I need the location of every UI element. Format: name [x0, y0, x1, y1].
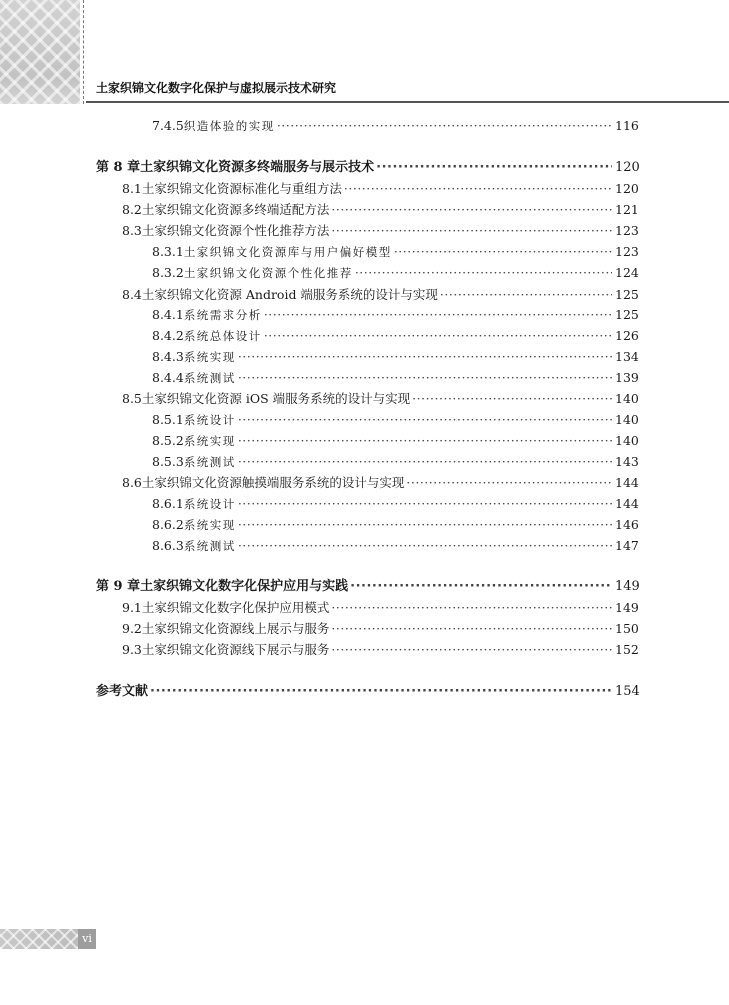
toc-entry-page: 134: [615, 349, 639, 364]
toc-entry: [96, 682, 640, 702]
toc-entry-number: 8.6.1: [152, 496, 184, 511]
toc-entry-number: 8.3: [122, 223, 142, 238]
running-header-title: 土家织锦文化数字化保护与虚拟展示技术研究: [96, 81, 337, 95]
toc-entry: [152, 515, 637, 535]
toc-entry-page: 146: [615, 517, 639, 532]
toc-entry-title: 参考文献: [96, 684, 149, 699]
toc-entry-page: 140: [615, 391, 639, 406]
toc-entry-number: 第 9 章: [96, 579, 141, 594]
toc-entry: [122, 285, 637, 305]
toc-entry-title: 系统测试: [183, 371, 236, 385]
toc-entry-number: 8.4.3: [152, 349, 184, 364]
dot-leader: [376, 158, 612, 178]
dot-leader: [238, 536, 612, 556]
toc-entry: [122, 221, 637, 241]
toc-entry-page: 121: [615, 202, 639, 217]
dot-leader: [238, 368, 612, 388]
toc-entry-number: 8.5.3: [152, 454, 184, 469]
toc-entry-title: 系统测试: [183, 455, 236, 469]
dot-leader: [238, 347, 612, 367]
toc-entry-number: 8.5.1: [152, 412, 184, 427]
toc-entry: [152, 494, 637, 514]
page-number: vi: [78, 929, 96, 949]
dot-leader: [350, 577, 612, 597]
toc-entry-title: 系统总体设计: [183, 329, 262, 343]
toc-entry-page: 144: [615, 496, 639, 511]
toc-entry-title: 土家织锦文化资源线下展示与服务: [141, 642, 330, 657]
toc-entry: [152, 116, 637, 136]
toc-entry-number: 8.3.1: [152, 244, 184, 259]
toc-entry-title: 织造体验的实现: [183, 119, 275, 133]
toc-entry-number: 8.2: [122, 202, 142, 217]
toc-entry-title: 土家织锦文化资源多终端适配方法: [141, 202, 330, 217]
toc-entry-page: 120: [615, 160, 640, 175]
toc-entry-page: 124: [615, 265, 639, 280]
toc-entry-number: 8.6.2: [152, 517, 184, 532]
dot-leader: [344, 179, 612, 199]
toc-entry-page: 123: [615, 223, 639, 238]
toc-entry-page: 144: [615, 475, 639, 490]
toc-entry-title: 系统需求分析: [183, 308, 262, 322]
toc-entry-page: 125: [615, 287, 639, 302]
toc-entry-page: 150: [615, 621, 639, 636]
dot-leader: [331, 598, 612, 618]
toc-entry-title: 系统实现: [183, 434, 236, 448]
toc-entry: [152, 263, 637, 283]
toc-entry-number: 9.3: [122, 642, 142, 657]
toc-entry-title: 土家织锦文化资源 Android 端服务系统的设计与实现: [141, 287, 438, 302]
toc-entry-title: 土家织锦文化资源 iOS 端服务系统的设计与实现: [141, 391, 411, 406]
dot-leader: [331, 640, 612, 660]
toc-entry-title: 土家织锦文化资源线上展示与服务: [141, 621, 330, 636]
dot-leader: [331, 619, 612, 639]
toc-entry-page: 120: [615, 181, 639, 196]
toc-entry-number: 8.6.3: [152, 538, 184, 553]
toc-entry-title: 土家织锦文化资源标准化与重组方法: [141, 181, 342, 196]
dot-leader: [406, 473, 612, 493]
toc-entry-number: 8.4.4: [152, 370, 184, 385]
toc-entry-number: 第 8 章: [96, 160, 141, 175]
dot-leader: [238, 452, 612, 472]
toc-entry-number: 9.2: [122, 621, 142, 636]
dot-leader: [264, 305, 612, 325]
toc-entry: [152, 242, 637, 262]
toc-entry: [122, 389, 637, 409]
dot-leader: [238, 515, 612, 535]
dot-leader: [412, 389, 612, 409]
toc-entry-page: 126: [615, 328, 639, 343]
toc-entry-page: 149: [615, 579, 640, 594]
toc-entry-number: 8.4.1: [152, 307, 184, 322]
toc-entry-number: 9.1: [122, 600, 142, 615]
toc-entry: [122, 473, 637, 493]
toc-entry: [152, 368, 637, 388]
toc-entry-number: 7.4.5: [152, 118, 184, 133]
dot-leader: [355, 263, 612, 283]
dot-leader: [238, 431, 612, 451]
toc-entry-title: 土家织锦文化资源触摸端服务系统的设计与实现: [141, 475, 405, 490]
toc-entry-page: 154: [615, 684, 640, 699]
toc-entry-title: 系统测试: [183, 539, 236, 553]
toc-entry-number: 8.3.2: [152, 265, 184, 280]
dot-leader: [440, 285, 612, 305]
toc-entry: [96, 577, 640, 597]
toc-entry: [152, 452, 637, 472]
toc-entry-number: 8.5: [122, 391, 142, 406]
toc-entry-page: 139: [615, 370, 639, 385]
toc-entry: [122, 640, 637, 660]
dot-leader: [264, 326, 612, 346]
toc-entry-number: 8.1: [122, 181, 142, 196]
toc-entry: [122, 200, 637, 220]
dot-leader: [277, 116, 612, 136]
dot-leader: [238, 410, 612, 430]
toc-entry-title: 土家织锦文化数字化保护应用模式: [141, 600, 330, 615]
toc-entry: [152, 305, 637, 325]
toc-entry: [122, 598, 637, 618]
toc-entry-page: 149: [615, 600, 639, 615]
toc-entry-page: 123: [615, 244, 639, 259]
toc-entry-title: 土家织锦文化资源多终端服务与展示技术: [140, 160, 375, 175]
toc-entry-page: 140: [615, 433, 639, 448]
toc-entry-number: 8.5.2: [152, 433, 184, 448]
toc-entry: [122, 179, 637, 199]
toc-entry-page: 116: [615, 118, 639, 133]
toc-entry-title: 土家织锦文化资源个性化推荐方法: [141, 223, 330, 238]
toc-entry-title: 土家织锦文化资源库与用户偏好模型: [183, 245, 392, 259]
toc-entry: [152, 536, 637, 556]
toc-entry-title: 系统设计: [183, 497, 236, 511]
toc-entry-title: 系统设计: [183, 413, 236, 427]
dot-leader: [150, 682, 612, 702]
dot-leader: [331, 200, 612, 220]
toc-entry-page: 140: [615, 412, 639, 427]
toc-entry: [152, 326, 637, 346]
toc-entry-title: 土家织锦文化数字化保护应用与实践: [140, 579, 349, 594]
dot-leader: [331, 221, 612, 241]
toc-entry-title: 系统实现: [183, 518, 236, 532]
toc-entry: [152, 410, 637, 430]
toc-entry: [96, 158, 640, 178]
toc-entry-number: 8.4: [122, 287, 142, 302]
toc-entry-number: 8.6: [122, 475, 142, 490]
toc-entry: [152, 347, 637, 367]
toc-entry-page: 147: [615, 538, 639, 553]
dot-leader: [394, 242, 612, 262]
toc-entry: [152, 431, 637, 451]
toc-entry-title: 土家织锦文化资源个性化推荐: [183, 266, 353, 280]
toc-entry: [122, 619, 637, 639]
dot-leader: [238, 494, 612, 514]
toc-entry-number: 8.4.2: [152, 328, 184, 343]
toc-entry-page: 143: [615, 454, 639, 469]
toc-entry-page: 125: [615, 307, 639, 322]
toc-entry-page: 152: [615, 642, 639, 657]
toc-entry-title: 系统实现: [183, 350, 236, 364]
footer-decoration: [0, 929, 78, 949]
